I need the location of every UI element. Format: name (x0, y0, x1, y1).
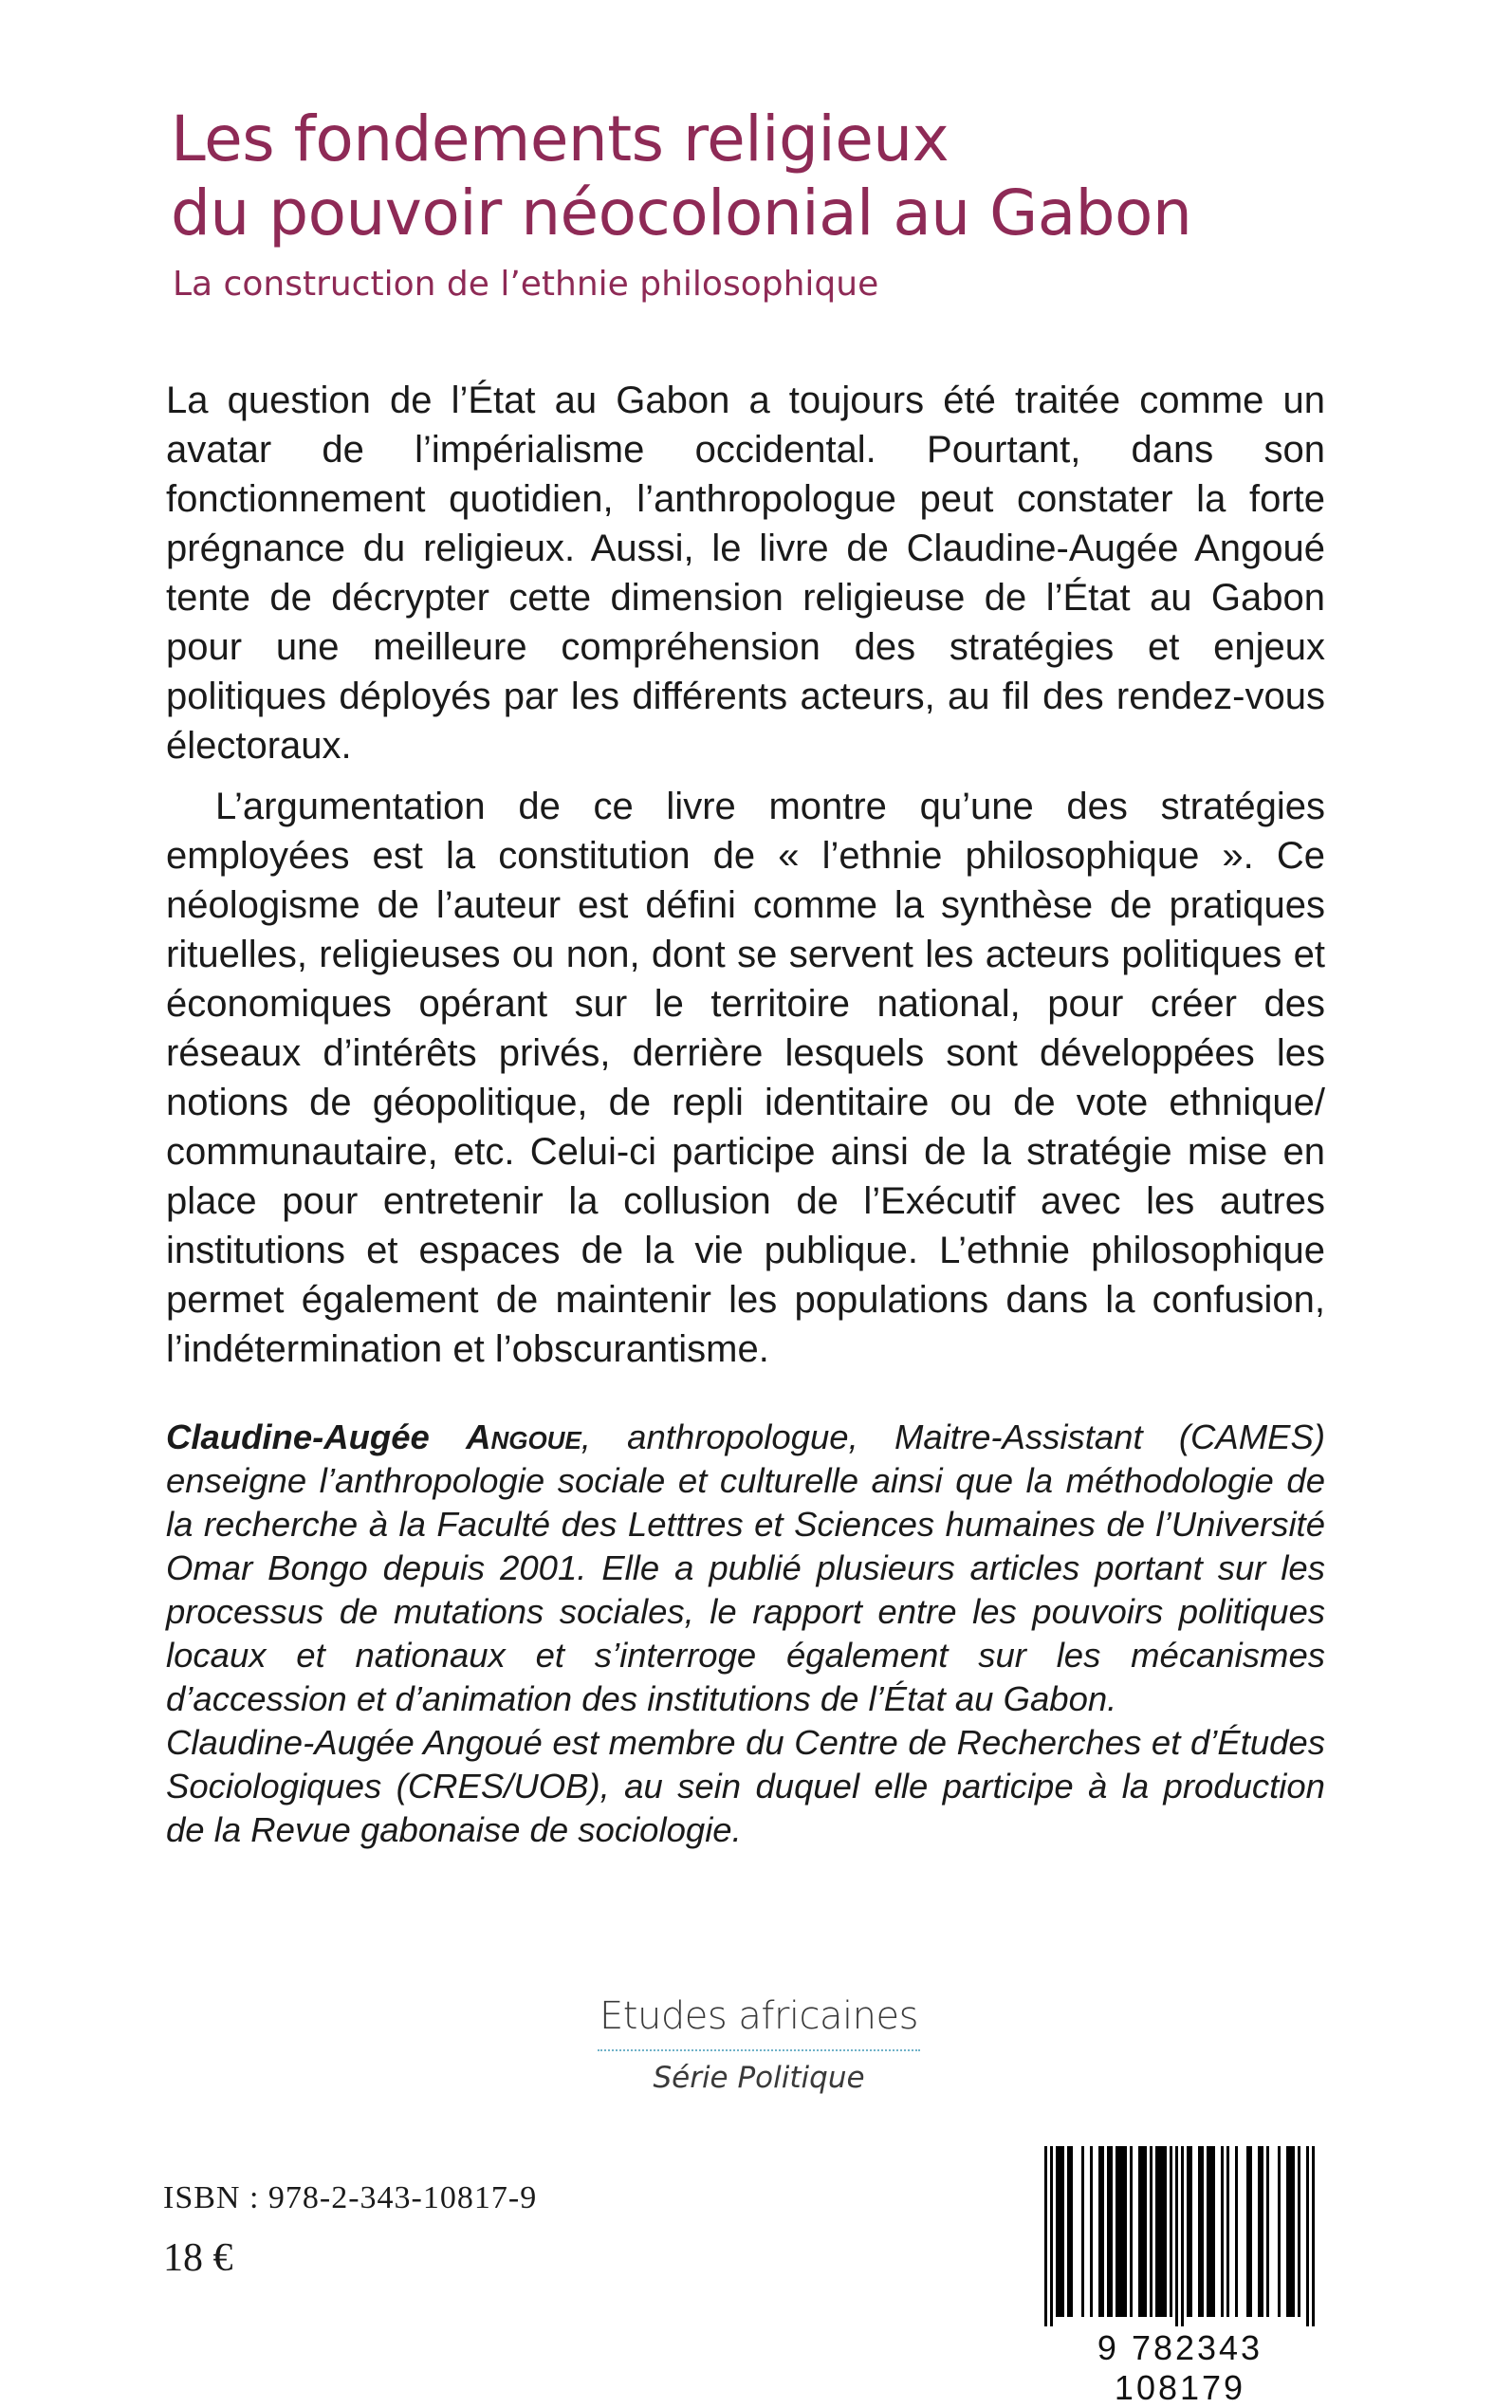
barcode-bar (1278, 2146, 1281, 2317)
author-bio-paragraph-1 (166, 1416, 1325, 1721)
barcode-bar (1175, 2146, 1178, 2326)
barcode-bar (1141, 2146, 1144, 2317)
barcode-bar (1150, 2146, 1152, 2317)
author-bio (166, 1416, 1325, 1852)
barcode-bar (1130, 2146, 1133, 2317)
barcode-bar (1138, 2146, 1141, 2317)
barcode-bar (1061, 2146, 1064, 2317)
barcode-bar (1070, 2146, 1073, 2317)
summary-paragraph-1: La question de l’État au Gabon a toujours été traitée comme un avatar de l’impérialisme occidental. Pourtant, dans son fonctionnement quotidien, l’anthropologue peut constater la forte prégnance du religieux. Aussi, le livre de Claudine-Augée Angoué tente de décrypter cette dimension religieuse de l’État au Gabon pour une meilleure compréhension des stratégies et enjeux politiques déployés par les différents acteurs, au fil des rendez-vous électoraux. (166, 380, 1325, 767)
price: 18 € (163, 2236, 233, 2280)
barcode-bar (1056, 2146, 1059, 2317)
barcode-bar (1050, 2146, 1053, 2326)
barcode-bar (1181, 2146, 1184, 2326)
series-subtitle: Série Politique (653, 2061, 865, 2095)
barcode-bar (1044, 2146, 1047, 2326)
barcode-bar (1067, 2146, 1070, 2317)
barcode-bar (1221, 2146, 1224, 2317)
barcode-bar (1081, 2146, 1084, 2317)
summary (166, 376, 1325, 1374)
barcode-bar (1209, 2146, 1212, 2317)
barcode-bar (1266, 2146, 1269, 2317)
author-first-name: Claudine-Augée (166, 1417, 430, 1456)
barcode-bar (1289, 2146, 1292, 2317)
barcode-bar (1187, 2146, 1189, 2317)
barcode-bar (1101, 2146, 1104, 2317)
barcode-bar (1155, 2146, 1158, 2317)
barcode-bar (1161, 2146, 1164, 2317)
author-bio-paragraph-2: Claudine-Augée Angoué est membre du Centre de Recherches et d’Études Sociologiques (CRES/UOB), au sein duquel elle participe à la production de la Revue gabonaise de sociologie. (166, 1723, 1325, 1849)
barcode-bar (1201, 2146, 1204, 2317)
barcode-bar (1107, 2146, 1110, 2317)
author-surname: Angoue (466, 1417, 581, 1456)
barcode-bar (1170, 2146, 1172, 2317)
barcode-bar (1261, 2146, 1263, 2317)
barcode-bar (1312, 2146, 1315, 2326)
barcode-bar (1110, 2146, 1113, 2317)
barcode-bar (1249, 2146, 1252, 2317)
barcode-bar (1098, 2146, 1101, 2317)
barcode-bar (1158, 2146, 1161, 2317)
isbn: ISBN : 978-2-343-10817-9 (163, 2180, 538, 2215)
barcode-bar (1298, 2146, 1300, 2317)
barcode-bar (1059, 2146, 1061, 2317)
barcode-bar (1198, 2146, 1201, 2317)
series-block (579, 1992, 939, 2097)
barcode-bar (1144, 2146, 1147, 2317)
book-title (171, 102, 1423, 250)
series-name: Etudes africaines (599, 1994, 918, 2038)
barcode-bar (1292, 2146, 1295, 2317)
barcode (1028, 2140, 1332, 2407)
series-divider (598, 2049, 920, 2051)
author-bio-text-1: , anthropologue, Maitre-Assistant (CAMES) enseigne l’anthropologie sociale et culturelle ainsi que la méthodologie de la recherche à la Faculté des Letttres et Sciences humaines de l’Université Omar Bongo depuis 2001. Elle a publié plusieurs articles portant sur les processus de mutations sociales, le rapport entre les pouvoirs politiques locaux et nationaux et s’interroge également sur les mécanismes d’accession et d’animation des institutions de l’État au Gabon. (166, 1417, 1325, 1718)
summary-paragraph-2: L’argumentation de ce livre montre qu’une des stratégies employées est la constitution de « l’ethnie philosophique ». Ce néologisme de l’auteur est défini comme la synthèse de pratiques rituelles, religieuses ou non, dont se servent les acteurs politiques et économiques opérant sur le territoire national, pour créer des réseaux d’intérêts privés, derrière lesquels sont développées les notions de géopolitique, de repli identitaire ou de vote ethnique/ communautaire, etc. Celui-ci participe ainsi de la stratégie mise en place pour entretenir la collusion de l’Exécutif avec les autres institutions et espaces de la vie publique. L’ethnie philosophique permet également de maintenir les populations dans la confusion, l’indétermination et l’obscurantisme. (166, 786, 1325, 1370)
barcode-bar (1189, 2146, 1192, 2317)
book-subtitle: La construction de l’ethnie philosophique (173, 265, 879, 304)
barcode-bar (1286, 2146, 1289, 2317)
barcode-bar (1212, 2146, 1215, 2317)
barcode-bar (1164, 2146, 1167, 2317)
barcode-bar (1258, 2146, 1261, 2317)
barcode-bar (1207, 2146, 1209, 2317)
barcode-digits: 9 782343 108179 (1097, 2328, 1263, 2407)
barcode-bar (1090, 2146, 1093, 2317)
barcode-bar (1235, 2146, 1238, 2317)
barcode-bar (1124, 2146, 1127, 2317)
title-line-1: Les fondements religieux (171, 102, 950, 176)
title-line-2: du pouvoir néocolonial au Gabon (171, 176, 1192, 250)
barcode-bar (1116, 2146, 1118, 2317)
barcode-bar (1246, 2146, 1249, 2317)
barcode-bars (1028, 2140, 1332, 2330)
barcode-bar (1226, 2146, 1229, 2317)
barcode-bar (1118, 2146, 1121, 2317)
barcode-bar (1306, 2146, 1309, 2326)
barcode-bar (1121, 2146, 1124, 2317)
